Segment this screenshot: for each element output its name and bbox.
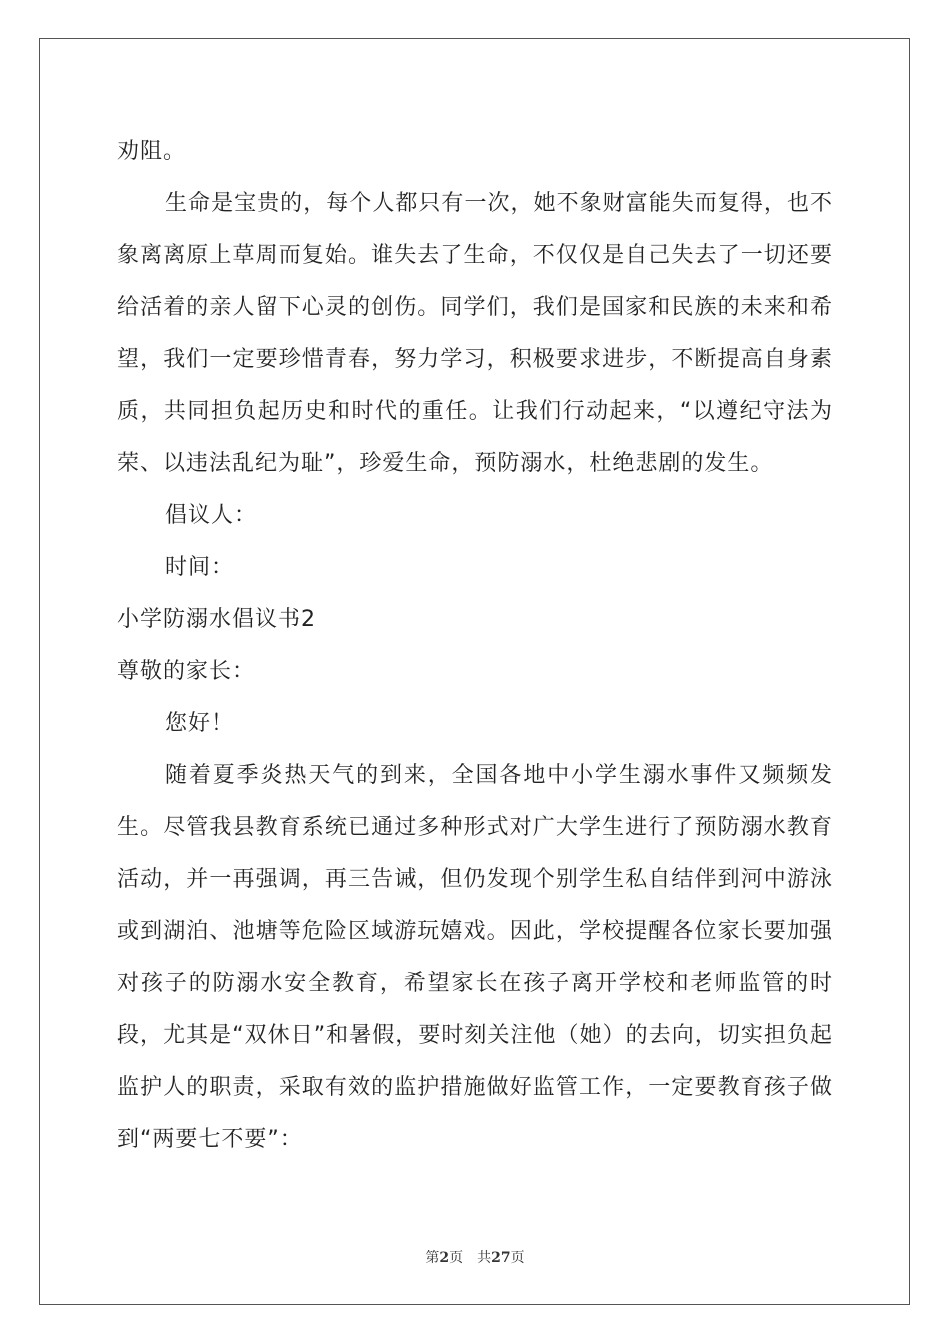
salutation: 尊敬的家长： xyxy=(117,659,256,684)
time-line: 时间： xyxy=(165,555,235,580)
paragraph-3: 随着夏季炎热天气的到来，全国各地中小学生溺水事件又频频发生。尽管我县教育系统已通过多种形式对广大学生进行了预防溺水教育活动，并一再强调，再三告诫，但仍发现个别学生私自结伴到河中游泳或到湖泊、池塘等危险区域游玩嬉戏。因此，学校提醒各位家长要加强对孩子的防溺水安全教育，希望家长在孩子离开学校和老师监管的时段，尤其是“双休日”和暑假，要时刻关注他（她）的去向，切实担负起监护人的职责，采取有效的监护措施做好监管工作，一定要教育孩子做到“两要七不要”： xyxy=(117,763,833,1152)
section-title: 小学防溺水倡议书2 xyxy=(117,607,316,632)
paragraph-1: 劝阻。 xyxy=(117,139,187,164)
footer-total-pages: 27 xyxy=(491,1250,511,1266)
footer-suffix: 页 xyxy=(510,1250,525,1266)
footer-page-number: 2 xyxy=(439,1250,450,1266)
paragraph-2: 生命是宝贵的，每个人都只有一次，她不象财富能失而复得，也不象离离原上草周而复始。谁失去了生命，不仅仅是自己失去了一切还要给活着的亲人留下心灵的创伤。同学们，我们是国家和民族的未来和希望，我们一定要珍惜青春，努力学习，积极要求进步，不断提高自身素质，共同担负起历史和时代的重任。让我们行动起来，“以遵纪守法为荣、以违法乱纪为耻”，珍爱生命，预防溺水，杜绝悲剧的发生。 xyxy=(117,191,833,476)
footer-prefix: 第 xyxy=(425,1250,440,1266)
document-body xyxy=(117,126,833,1166)
proposer-line: 倡议人： xyxy=(165,503,258,528)
greeting: 您好！ xyxy=(165,711,235,736)
footer-mid: 页 共 xyxy=(449,1250,492,1266)
page-footer xyxy=(0,1247,950,1267)
